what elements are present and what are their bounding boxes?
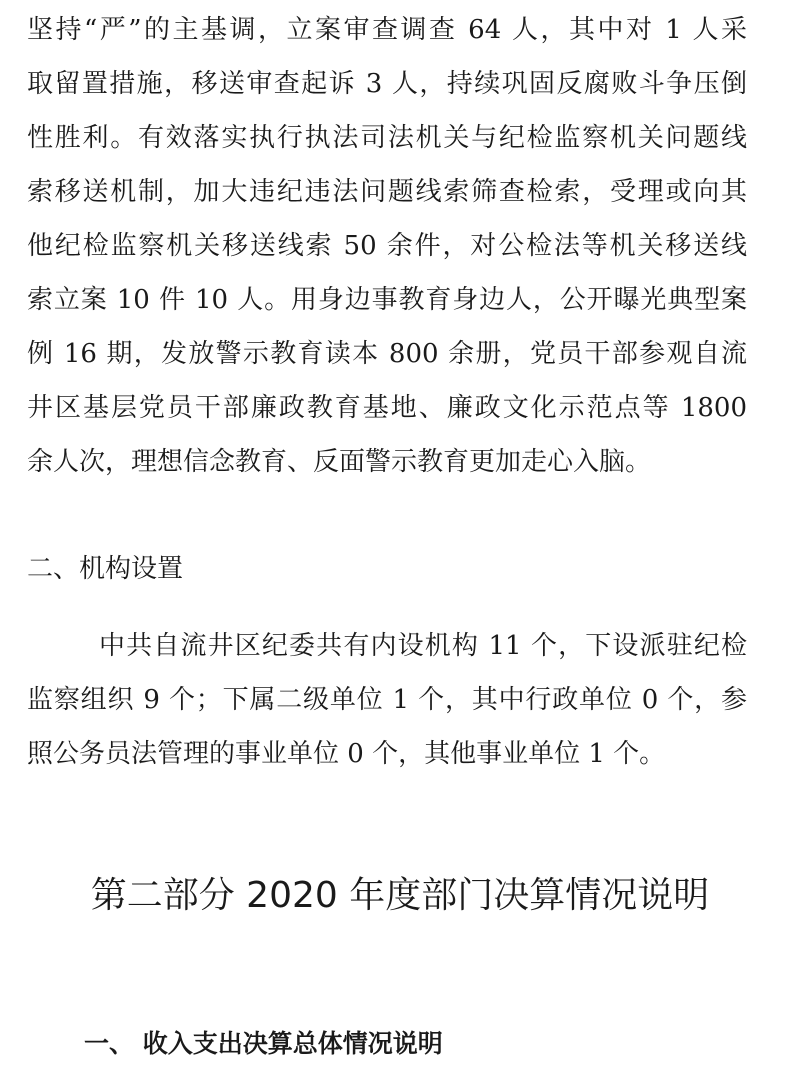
paragraph-line: 井区基层党员干部廉政教育基地、廉政文化示范点等 1800 — [27, 393, 747, 423]
paragraph-line: 索移送机制，加大违纪违法问题线索筛查检索，受理或向其 — [27, 177, 747, 207]
intro-paragraph — [27, 3, 747, 489]
paragraph-line: 索立案 10 件 10 人。用身边事教育身边人，公开曝光典型案 — [27, 285, 747, 315]
paragraph-line: 性胜利。有效落实执行执法司法机关与纪检监察机关问题线 — [27, 123, 747, 153]
paragraph-line: 余人次，理想信念教育、反面警示教育更加走心入脑。 — [27, 447, 652, 477]
paragraph-line: 照公务员法管理的事业单位 0 个，其他事业单位 1 个。 — [27, 739, 666, 769]
org-paragraph — [27, 619, 747, 781]
paragraph-line: 例 16 期，发放警示教育读本 800 余册，党员干部参观自流 — [27, 339, 747, 369]
paragraph-line: 取留置措施，移送审查起诉 3 人，持续巩固反腐败斗争压倒 — [27, 69, 747, 99]
paragraph-line: 坚持“严”的主基调，立案审查调查 64 人，其中对 1 人采 — [27, 15, 747, 45]
part-two-title: 第二部分 2020 年度部门决算情况说明 — [90, 875, 710, 916]
section-heading-income-expense: 一、 收入支出决算总体情况说明 — [84, 1029, 443, 1058]
paragraph-line: 中共自流井区纪委共有内设机构 11 个，下设派驻纪检 — [99, 631, 747, 661]
section-heading-org: 二、机构设置 — [27, 554, 184, 584]
paragraph-line: 他纪检监察机关移送线索 50 余件，对公检法等机关移送线 — [27, 231, 747, 261]
paragraph-line: 监察组织 9 个；下属二级单位 1 个，其中行政单位 0 个，参 — [27, 685, 747, 715]
